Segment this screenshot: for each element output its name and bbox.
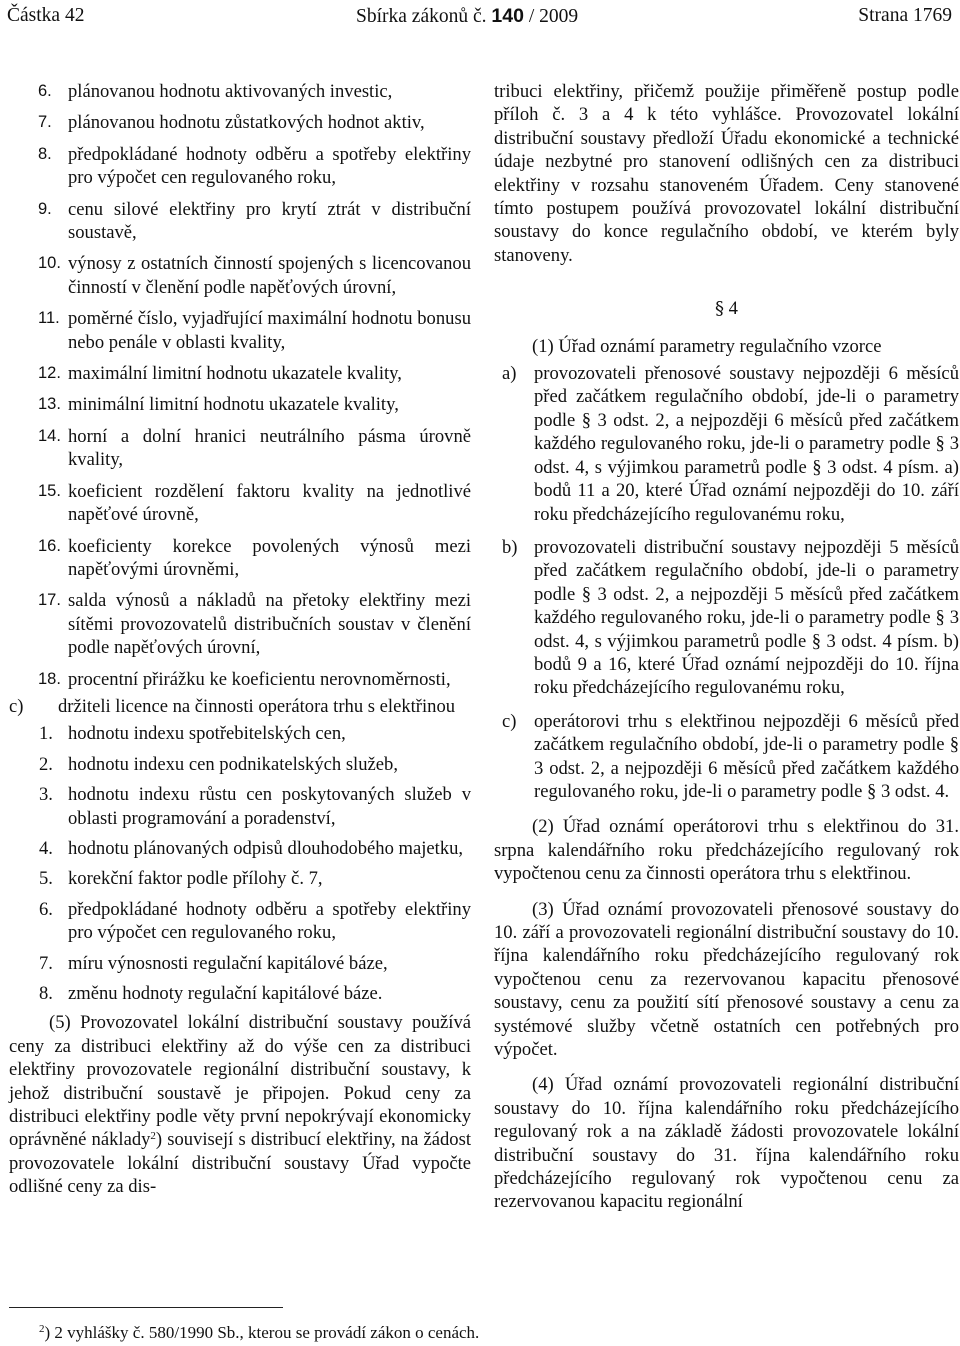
list-item-text: hodnotu indexu cen podnikatelských služeb,: [68, 753, 398, 775]
list-item: [9, 252, 471, 299]
numbered-list-c: [9, 722, 471, 1005]
list-item-text: hodnotu plánovaných odpisů dlouhodobého majetku,: [68, 837, 464, 859]
list-item-number: 13.: [38, 395, 61, 414]
paragraph-4: (4) Úřad oznámí provozovateli regionální distribuční soustavy do 10. října kalendářního roku předcházejícího regulovaný rok a na základě žádosti provozovatele lokální distribuční soustavy do 31. října kalendářního roku předcházejícího regulovaný rok vypočtenou cenu za rezervovanou kapacitu regionální: [494, 1074, 959, 1213]
list-item-text: koeficient rozdělení faktoru kvality na jednotlivé napěťové úrovně,: [68, 480, 471, 526]
list-item-number: b): [502, 536, 518, 558]
list-item-text: poměrné číslo, vyjadřující maximální hodnotu bonusu nebo penále v oblasti kvality,: [68, 308, 471, 353]
list-item-number: 11.: [38, 309, 60, 328]
list-item-number: 5.: [39, 868, 53, 890]
footnote-ref[interactable]: 2: [150, 1130, 156, 1143]
list-item-number: 18.: [38, 669, 61, 688]
section-number: 4: [728, 298, 738, 320]
list-item-number: 16.: [38, 536, 61, 555]
list-item-number: 1.: [39, 723, 53, 745]
list-item: [9, 867, 471, 890]
letter-item-c: [9, 695, 471, 718]
paragraph-continued: tribuci elektřiny, přičemž použije přiměřeně postup podle příloh č. 3 a 4 k této vyhlášce. Provozovatel lokální distribuční soustavy předloží Úřadu ekonomické a technické údaje nezbytné pro stanovení odlišných cen za distribuci elektřiny v rozsahu stanoveném Úřadem. Ceny stanovené tímto postupem používá provozovatel lokální distribuční soustavy do konce regulačního období, ve kterém byly stanoveny.: [494, 81, 959, 266]
page-header: [0, 4, 960, 30]
paragraph-3: (3) Úřad oznámí provozovateli přenosové soustavy do 10. září a provozovateli regionální distribuční soustavy do 10. října kalendářního roku předcházejícího regulovaný rok vypočtenou cenu za rezervovanou kapacitu přenosové soustavy, cenu za použití sítí přenosové soustavy a cenu za systémové služby včetně ostatních cen potřebných pro výpočet.: [494, 898, 959, 1061]
list-item: [9, 668, 471, 691]
section-sign: §: [715, 298, 725, 320]
list-item: [9, 722, 471, 745]
letter-list: [494, 362, 959, 803]
list-item: [9, 425, 471, 472]
paragraph-5-text-b: ) souvisejí s distribucí elektřiny, na žádost provozovatele lokální distribuční soustavy Úřad vypočte odlišné ceny za dis-: [9, 1129, 471, 1198]
list-item-number: 7.: [38, 113, 52, 132]
paragraph-5: [9, 1011, 471, 1198]
list-item-text: provozovateli přenosové soustavy nejpozději 6 měsíců před začátkem regulačního období, jde-li o parametry podle § 3 odst. 2, a nejpozději 6 měsíců před začátkem každého regulovaného roku, jde-li o parametry podle § 3 odst. 4, s výjimkou parametrů podle § 3 odst. 4 písm. a) bodů 11 a 20, které Úřad oznámí nejpozději do 10. září roku předcházejícího regulovanému roku,: [534, 363, 959, 525]
header-part: Částka 42: [7, 5, 85, 26]
list-item-text: změnu hodnoty regulační kapitálové báze.: [68, 983, 383, 1004]
list-item-text: hodnotu indexu spotřebitelských cen,: [68, 723, 346, 745]
list-item: [494, 536, 959, 700]
list-item-text: maximální limitní hodnotu ukazatele kvality,: [68, 363, 402, 385]
list-item-number: 8.: [39, 983, 53, 1004]
list-item-number: 14.: [38, 426, 61, 445]
list-item-number: 15.: [38, 481, 61, 500]
list-item-number: 9.: [38, 199, 52, 218]
list-item: [494, 362, 959, 526]
list-item-text: hodnotu indexu růstu cen poskytovaných služeb v oblasti programování a poradenství,: [68, 784, 471, 829]
list-item-text: korekční faktor podle přílohy č. 7,: [68, 868, 323, 890]
list-item-text: předpokládané hodnoty odběru a spotřeby elektřiny pro výpočet cen regulovaného roku,: [68, 143, 471, 189]
footnote-text: ) 2 vyhlášky č. 580/1990 Sb., kterou se provádí zákon o cenách.: [44, 1323, 480, 1342]
list-item-number: 6.: [39, 898, 53, 920]
list-item: [9, 143, 471, 190]
list-item: [9, 952, 471, 975]
list-item-text: minimální limitní hodnotu ukazatele kvality,: [68, 394, 399, 416]
list-item-text: míru výnosnosti regulační kapitálové báze,: [68, 952, 388, 974]
list-item-text: předpokládané hodnoty odběru a spotřeby elektřiny pro výpočet cen regulovaného roku,: [68, 898, 471, 944]
list-item-text: operátorovi trhu s elektřinou nejpozději 6 měsíců před začátkem regulačního období, jde-li o parametry podle § 3 odst. 2, a nejpozději 6 měsíců před začátkem každého regulovaného roku, jde-li o parametry podle § 3 odst. 4.: [534, 710, 959, 802]
header-year: / 2009: [523, 6, 579, 27]
header-issue-number: 140: [491, 5, 524, 27]
header-page: Strana 1769: [858, 5, 952, 26]
section-heading: [494, 297, 959, 320]
letter-marker: c): [9, 695, 24, 717]
list-item-text: provozovateli distribuční soustavy nejpozději 5 měsíců před začátkem regulačního období, jde-li o parametry podle § 3 odst. 2, a nejpozději 5 měsíců před začátkem každého regulovaného roku, jde-li o parametry podle § 3 odst. 4, s výjimkou parametrů podle § 3 odst. 4 písm. b) bodů 9 a 16, které Úřad oznámí nejpozději do 10. října roku předcházejícího regulovanému roku,: [534, 536, 959, 699]
footnote: [39, 1322, 479, 1344]
list-item-number: 4.: [39, 837, 53, 859]
header-journal: [356, 4, 578, 29]
list-item: [9, 362, 471, 385]
list-item: [9, 753, 471, 776]
list-item: [9, 111, 471, 134]
list-item-text: plánovanou hodnotu zůstatkových hodnot aktiv,: [68, 112, 425, 134]
list-item-number: 6.: [38, 82, 52, 100]
list-item: [9, 783, 471, 830]
footnote-divider: [9, 1307, 283, 1308]
list-item-number: 7.: [39, 952, 53, 974]
list-item-text: výnosy z ostatních činností spojených s licencovanou činností v členění podle napěťových úrovní,: [68, 253, 471, 298]
list-item: [9, 589, 471, 659]
list-item-number: 12.: [38, 364, 61, 383]
list-item: [9, 307, 471, 354]
list-item: [9, 837, 471, 860]
list-item-number: 8.: [38, 144, 52, 163]
footnote-number: 2: [39, 1323, 45, 1335]
list-item-text: horní a dolní hranici neutrálního pásma úrovně kvality,: [68, 425, 471, 471]
list-item-number: 10.: [38, 254, 61, 273]
paragraph-2: (2) Úřad oznámí operátorovi trhu s elektřinou do 31. srpna kalendářního roku předcházejícího regulovaný rok vypočtenou cenu za činnosti operátora trhu s elektřinou.: [494, 816, 959, 885]
paragraph-1-intro: (1) Úřad oznámí parametry regulačního vzorce: [532, 335, 882, 357]
left-column: [9, 80, 471, 1199]
numbered-list-a: [9, 80, 471, 691]
list-item-number: 3.: [39, 784, 53, 806]
list-item: [9, 535, 471, 582]
list-item: [494, 710, 959, 804]
list-item-number: a): [502, 363, 517, 385]
list-item: [9, 80, 471, 103]
paragraph-5-text-a: (5) Provozovatel lokální distribuční soustavy používá ceny za distribuci elektřiny až do výše cen za distribuci elektřiny provozovatele regionální distribuční soustavy, k jehož distribuční soustavě je připojen. Pokud ceny za distribuci elektřiny podle věty první nepokrývají ekonomicky oprávněné náklady: [9, 1012, 471, 1151]
header-journal-prefix: Sbírka zákonů č.: [356, 6, 487, 27]
list-item-number: c): [502, 710, 517, 732]
list-item: [9, 480, 471, 527]
list-item: [9, 898, 471, 945]
list-item: [9, 982, 471, 1005]
list-item: [9, 393, 471, 416]
list-item-text: plánovanou hodnotu aktivovaných investic,: [68, 81, 393, 102]
list-item-text: salda výnosů a nákladů na přetoky elektřiny mezi sítěmi provozovatelů distribučních soustav v členění podle napěťových úrovní,: [68, 590, 471, 659]
list-item-text: koeficienty korekce povolených výnosů mezi napěťovými úrovněmi,: [68, 535, 471, 580]
letter-text: držiteli licence na činnosti operátora trhu s elektřinou: [58, 695, 456, 717]
list-item: [9, 198, 471, 245]
list-item-number: 2.: [39, 753, 53, 775]
list-item-text: procentní přirážku ke koeficientu nerovnoměrnosti,: [68, 668, 451, 690]
list-item-text: cenu silové elektřiny pro krytí ztrát v distribuční soustavě,: [68, 198, 471, 244]
list-item-number: 17.: [38, 591, 61, 610]
right-column: [494, 80, 959, 1214]
